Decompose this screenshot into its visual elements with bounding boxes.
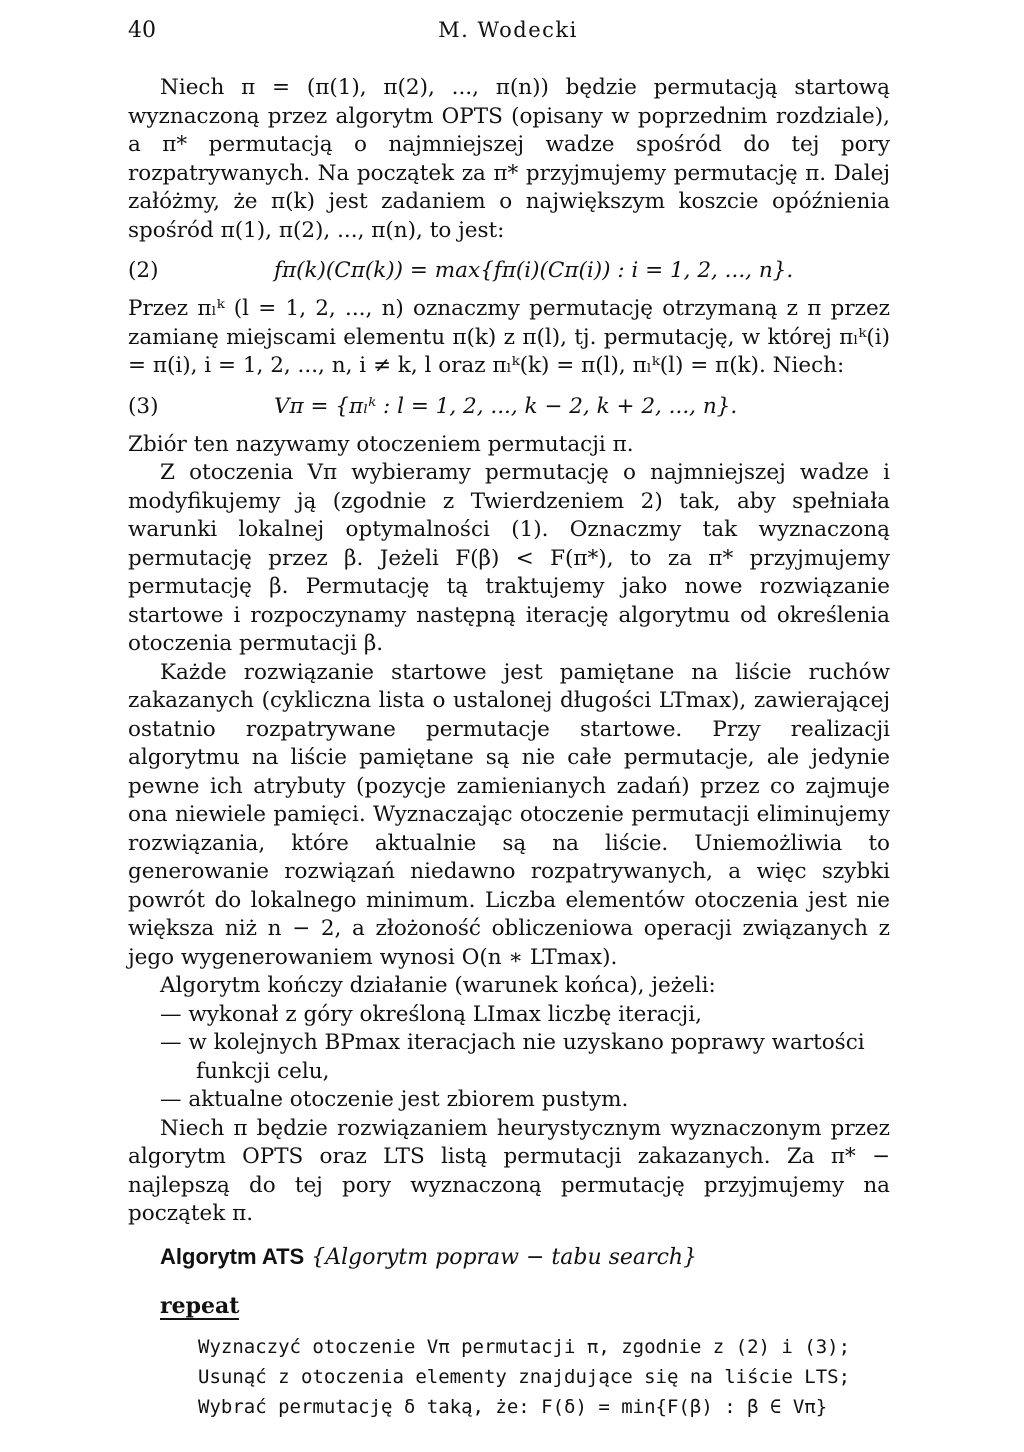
paragraph-1: Niech π = (π(1), π(2), ..., π(n)) będzie permutacją startową wyznaczoną przez algorytm OPTS (opisany w poprzednim rozdziale), a π* permutacją o najmniejszej wadze spośród do tej pory rozpatrywanych. Na początek za π* przyjmujemy permutację π. Dalej załóżmy, że π(k) jest zadaniem o największym koszcie opóźnienia spośród π(1), π(2), ..., π(n), to jest: xyxy=(128,75,890,243)
algorithm-body xyxy=(198,1332,890,1422)
condition-item-2: — w kolejnych BPmax iteracjach nie uzyskano poprawy wartości funkcji celu, xyxy=(160,1030,865,1084)
algorithm-title: Algorytm ATS xyxy=(160,1243,305,1269)
paragraph-6: Algorytm kończy działanie (warunek końca), jeżeli: xyxy=(160,973,716,998)
equation-3 xyxy=(128,385,890,427)
algorithm-subtitle: {Algorytm popraw − tabu search} xyxy=(311,1244,698,1270)
running-title: M. Wodecki xyxy=(438,18,578,42)
algorithm-heading xyxy=(160,1243,890,1273)
equation-2-expression: fπ(k)(Cπ(k)) = max{fπ(i)(Cπ(i)) : i = 1, 2, ..., n}. xyxy=(274,258,794,283)
page-header xyxy=(128,18,888,48)
condition-item-3: — aktualne otoczenie jest zbiorem pustym. xyxy=(160,1087,629,1112)
paragraph-2: Przez πₗᵏ (l = 1, 2, ..., n) oznaczmy permutację otrzymaną z π przez zamianę miejscami elementu π(k) z π(l), tj. permutację, w której πₗᵏ(i) = π(i), i = 1, 2, ..., n, i ≠ k, l oraz πₗᵏ(k) = π(l), πₗᵏ(l) = π(k). Niech: xyxy=(128,296,890,378)
algorithm-line-1: Wyznaczyć otoczenie Vπ permutacji π, zgodnie z (2) i (3); xyxy=(198,1335,851,1358)
equation-3-expression: Vπ = {πₗᵏ : l = 1, 2, ..., k − 2, k + 2, ..., n}. xyxy=(274,393,738,419)
paragraph-7: Niech π będzie rozwiązaniem heurystycznym wyznaczonym przez algorytm OPTS oraz LTS listą permutacji zakazanych. Za π* − najlepszą do tej pory wyznaczoną permutację przyjmujemy na początek π. xyxy=(128,1115,890,1226)
equation-2 xyxy=(128,249,890,291)
repeat-keyword: repeat xyxy=(160,1293,240,1319)
algorithm-line-2: Usunąć z otoczenia elementy znajdujące się na liście LTS; xyxy=(198,1365,851,1388)
page-number: 40 xyxy=(128,18,156,43)
paragraph-3: Zbiór ten nazywamy otoczeniem permutacji π. xyxy=(128,431,634,457)
paragraph-4: Z otoczenia Vπ wybieramy permutację o najmniejszej wadze i modyfikujemy ją (zgodnie z Twierdzeniem 2) tak, aby spełniała warunki lokalnej optymalności (1). Oznaczmy tak wyznaczoną permutację przez β. Jeżeli F(β) < F(π*), to za π* przyjmujemy permutację β. Permutację tą traktujemy jako nowe rozwiązanie startowe i rozpoczynamy następną iterację algorytmu od określenia otoczenia permutacji β. xyxy=(128,460,890,656)
condition-item-1: — wykonał z góry określoną LImax liczbę iteracji, xyxy=(160,1001,702,1027)
equation-3-number: (3) xyxy=(128,393,159,419)
algorithm-line-3: Wybrać permutację δ taką, że: F(δ) = min{F(β) : β ∈ Vπ} xyxy=(198,1395,828,1418)
page-body xyxy=(128,74,890,1422)
equation-2-number: (2) xyxy=(128,258,159,283)
paragraph-5: Każde rozwiązanie startowe jest pamiętane na liście ruchów zakazanych (cykliczna lista o ustalonej długości LTmax), zawierającej ostatnio rozpatrywane permutacje startowe. Przy realizacji algorytmu na liście pamiętane są nie całe permutacje, ale jedynie pewne ich atrybuty (pozycje zamienianych zadań) przez co zajmuje ona niewiele pamięci. Wyznaczając otoczenie permutacji eliminujemy rozwiązania, które aktualnie są na liście. Uniemożliwia to generowanie rozwiązań niedawno rozpatrywanych, a więc szybki powrót do lokalnego minimum. Liczba elementów otoczenia jest nie większa niż n − 2, a złożoność obliczeniowa operacji związanych z jego wygenerowaniem wynosi O(n ∗ LTmax). xyxy=(128,659,890,970)
